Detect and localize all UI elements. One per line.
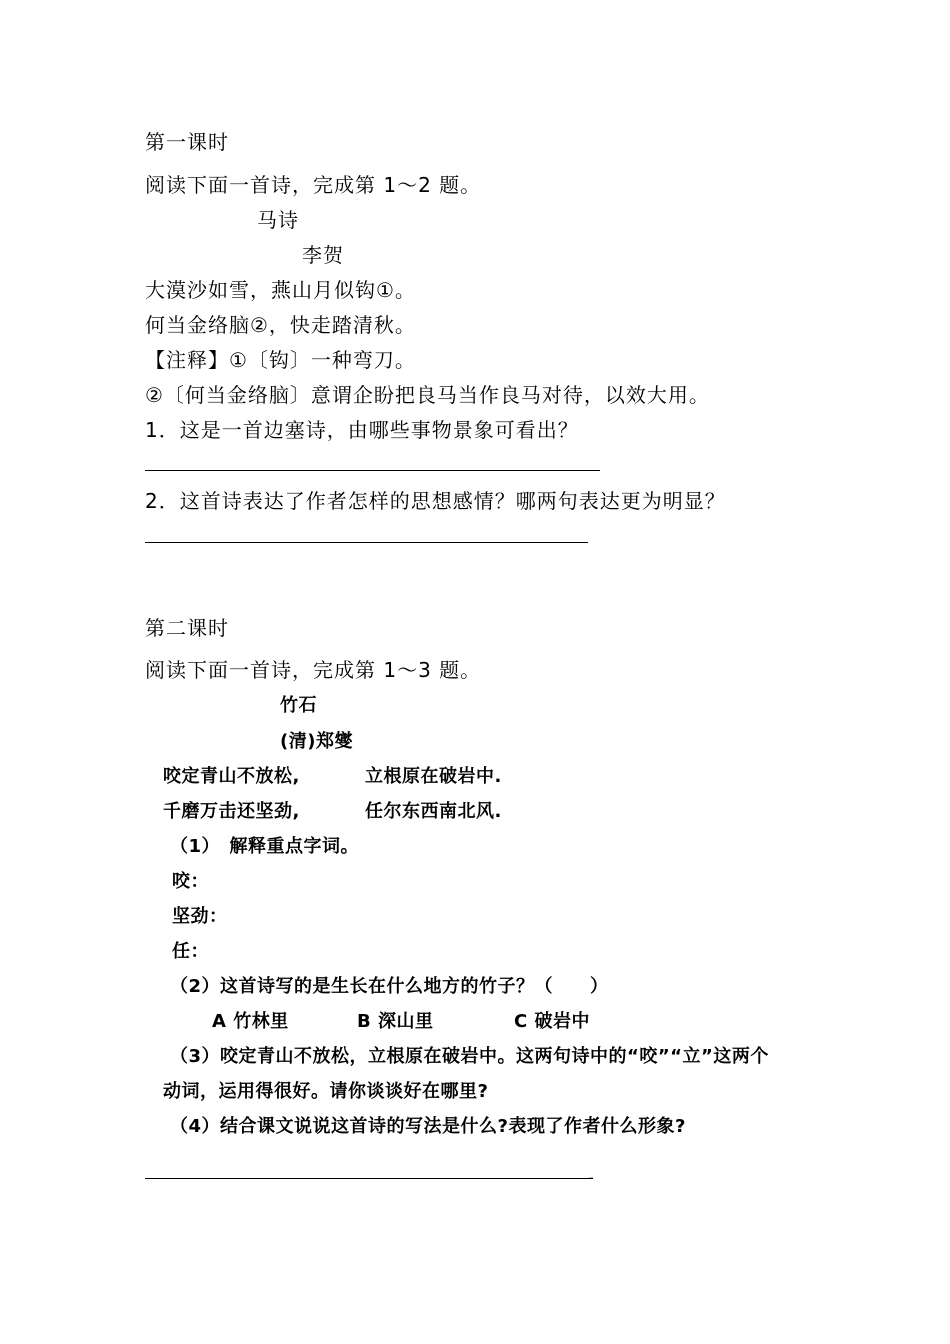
lesson2-poem-line2a: 千磨万击还坚劲, [163, 801, 300, 822]
term-yao: 咬： [172, 871, 209, 892]
lesson2-question3-line1: （3）咬定青山不放松，立根原在破岩中。这两句诗中的“咬”“立”这两个 [170, 1046, 769, 1067]
lesson1-poem-line2: 何当金络脑②，快走踏清秋。 [145, 313, 416, 337]
answer-line-3-dash: - [588, 1168, 595, 1187]
option-c: C 破岩中 [514, 1011, 590, 1032]
lesson1-heading: 第一课时 [145, 130, 229, 154]
answer-line-1 [145, 470, 600, 471]
term-jianjing: 坚劲： [172, 906, 228, 927]
lesson1-poem-author: 李贺 [302, 243, 344, 267]
lesson2-instruction: 阅读下面一首诗，完成第 1～3 题。 [145, 658, 482, 682]
lesson2-heading: 第二课时 [145, 616, 229, 640]
lesson1-instruction: 阅读下面一首诗，完成第 1～2 题。 [145, 173, 482, 197]
lesson1-note2: ②〔何当金络脑〕意谓企盼把良马当作良马对待，以效大用。 [145, 383, 710, 407]
lesson2-question4: （4）结合课文说说这首诗的写法是什么?表现了作者什么形象? [170, 1116, 686, 1137]
lesson2-poem-line1b: 立根原在破岩中. [365, 766, 502, 787]
lesson2-question3-line2: 动词，运用得很好。请你谈谈好在哪里? [163, 1081, 489, 1102]
option-a: A 竹林里 [212, 1011, 289, 1032]
lesson1-note1: 【注释】①〔钩〕一种弯刀。 [145, 348, 416, 372]
answer-line-3 [145, 1178, 590, 1179]
lesson2-question2: （2）这首诗写的是生长在什么地方的竹子？（ ） [170, 976, 609, 997]
lesson2-question1: （1） 解释重点字词。 [170, 836, 360, 857]
lesson1-poem-title: 马诗 [257, 208, 299, 232]
lesson2-poem-author: (清)郑燮 [280, 731, 353, 752]
option-b: B 深山里 [357, 1011, 434, 1032]
lesson2-poem-line1a: 咬定青山不放松, [163, 766, 300, 787]
term-ren: 任： [172, 941, 209, 962]
lesson2-poem-line2b: 任尔东西南北风. [365, 801, 502, 822]
lesson1-question1: 1．这是一首边塞诗，由哪些事物景象可看出？ [145, 418, 579, 442]
lesson1-question2: 2．这首诗表达了作者怎样的思想感情？哪两句表达更为明显？ [145, 489, 726, 513]
lesson2-poem-title: 竹石 [280, 695, 317, 716]
lesson1-poem-line1: 大漠沙如雪，燕山月似钩①。 [145, 278, 416, 302]
answer-line-2 [145, 542, 588, 543]
